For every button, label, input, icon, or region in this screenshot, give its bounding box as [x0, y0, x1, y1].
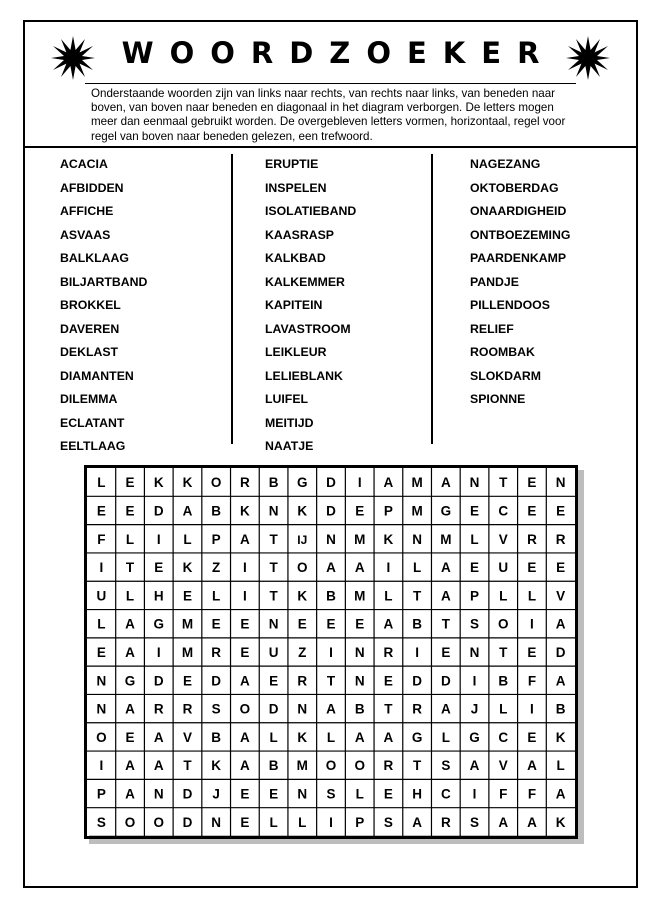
word-list-item: PILLENDOOS [470, 298, 550, 312]
grid-cell-letter: Z [298, 645, 307, 660]
grid-cell-letter: L [470, 531, 479, 547]
grid-cell-letter: A [125, 786, 135, 802]
grid-cell-letter: B [326, 588, 336, 604]
grid-cell-letter: D [440, 673, 451, 689]
grid-cell-letter: I [472, 673, 477, 689]
word-list-item: ISOLATIEBAND [265, 204, 357, 218]
grid-cell-letter: E [125, 729, 135, 745]
grid-cell-letter: B [211, 503, 222, 519]
grid-cell-letter: A [125, 701, 135, 717]
grid-cell-letter: A [240, 729, 250, 745]
grid-cell-letter: L [556, 758, 565, 774]
grid-cell-letter: M [296, 758, 308, 774]
grid-cell-letter: E [182, 588, 192, 604]
grid-cell-letter: F [527, 786, 537, 802]
grid-cell-letter: D [182, 814, 193, 830]
grid-cell-letter: E [355, 503, 365, 519]
grid-cell-letter: N [153, 786, 164, 802]
word-list-item: ERUPTIE [265, 157, 319, 171]
grid-cell-letter: R [383, 645, 394, 660]
word-column-3 [470, 156, 570, 415]
grid-cell-letter: R [297, 673, 308, 689]
grid-cell-letter: T [269, 560, 278, 576]
grid-cell-letter: N [354, 673, 365, 689]
word-list-item: ACACIA [60, 157, 108, 171]
column-divider [431, 154, 433, 444]
word-list-item: DEKLAST [60, 345, 119, 359]
grid-cell-letter: R [182, 701, 193, 717]
grid-cell-letter: N [555, 475, 566, 491]
letter-grid [84, 465, 578, 839]
grid-cell-letter: O [497, 616, 509, 632]
grid-cell-letter: R [527, 531, 537, 547]
grid-cell-letter: B [268, 475, 279, 491]
grid-cell-letter: J [212, 786, 220, 802]
grid-cell-letter: E [441, 645, 451, 660]
grid-cell-letter: T [183, 758, 192, 774]
grid-cell-letter: D [555, 645, 566, 660]
grid-cell-letter: A [412, 814, 422, 830]
grid-cell-letter: A [383, 475, 394, 491]
grid-cell-letter: R [440, 814, 451, 830]
grid-cell-letter: N [268, 616, 279, 632]
grid-cell-letter: T [499, 645, 508, 660]
grid-cell-letter: K [211, 758, 222, 774]
grid-cell-letter: I [99, 560, 104, 576]
grid-cell-letter: I [242, 560, 247, 576]
grid-cell-letter: I [156, 531, 161, 547]
grid-cell-letter: O [354, 758, 365, 774]
grid-cell-letter: P [355, 814, 365, 830]
word-list-item: LELIEBLANK [265, 368, 343, 383]
grid-cell-letter: A [555, 616, 566, 632]
grid-cell-letter: N [326, 531, 336, 547]
grid-cell-letter: I [415, 645, 420, 660]
grid-cell-letter: K [182, 475, 193, 491]
grid-cell-letter: I [530, 616, 534, 632]
grid-cell-letter: E [355, 616, 365, 632]
grid-cell-letter: L [298, 814, 307, 830]
grid-cell-letter: A [555, 786, 566, 802]
grid-cell-letter: Z [212, 560, 221, 576]
grid-cell-letter: A [182, 503, 193, 519]
grid-cell-letter: T [499, 475, 508, 491]
grid-cell-letter: A [125, 616, 135, 632]
grid-cell-letter: S [326, 786, 336, 802]
word-list-item: ONAARDIGHEID [470, 204, 567, 218]
grid-cell-letter: E [182, 673, 192, 689]
grid-cell-letter: E [96, 645, 106, 660]
grid-cell-letter: D [326, 475, 336, 491]
word-list-item: KALKBAD [265, 251, 326, 265]
grid-cell-letter: E [154, 560, 164, 576]
grid-cell-letter: S [383, 814, 393, 830]
title-row [25, 30, 636, 86]
grid-cell-letter: L [97, 475, 106, 491]
grid-cell-letter: I [242, 588, 247, 604]
grid-cell-letter: E [240, 786, 250, 802]
grid-cell-letter: N [469, 645, 480, 660]
grid-cell-letter: G [153, 616, 165, 632]
grid-cell-letter: I [329, 814, 333, 830]
grid-cell-letter: O [210, 475, 222, 491]
grid-cell-letter: E [125, 475, 135, 491]
word-list-item: AFBIDDEN [60, 180, 124, 195]
grid-cell-letter: D [182, 786, 193, 802]
grid-cell-letter: K [297, 729, 308, 745]
grid-cell-letter: A [498, 814, 509, 830]
grid-cell-letter: N [96, 701, 107, 717]
grid-cell-letter: I [329, 645, 333, 660]
grid-cell-letter: E [211, 616, 221, 632]
grid-cell-letter: P [383, 503, 393, 519]
word-list-item: BILJARTBAND [60, 274, 148, 289]
grid-cell-letter: L [125, 531, 135, 547]
grid-cell-letter: N [297, 701, 308, 717]
grid-cell-letter: D [326, 503, 336, 519]
grid-cell-letter: A [527, 758, 537, 774]
grid-cell-letter: E [556, 503, 566, 519]
word-list-item: SPIONNE [470, 392, 526, 406]
grid-cell-letter: A [440, 701, 451, 717]
grid-cell-letter: K [555, 729, 566, 745]
grid-cell-letter: O [325, 758, 337, 774]
grid-cell-letter: D [268, 701, 279, 717]
word-list-item: EELTLAAG [60, 439, 126, 453]
grid-cell-letter: N [96, 673, 107, 689]
grid-cell-letter: D [211, 673, 222, 689]
grid-cell-letter: F [527, 673, 537, 689]
grid-cell-letter: A [440, 560, 451, 576]
grid-cell-letter: O [96, 729, 107, 745]
grid-cell-letter: K [297, 503, 308, 519]
grid-cell-letter: I [386, 560, 391, 576]
grid-cell-letter: S [211, 701, 221, 717]
word-list-item: DIAMANTEN [60, 368, 134, 383]
word-list-item: OKTOBERDAG [470, 180, 559, 195]
grid-cell-letter: G [440, 503, 452, 519]
grid-cell-letter: T [269, 588, 278, 604]
grid-cell-letter: I [472, 786, 477, 802]
grid-cell-letter: F [97, 531, 106, 547]
grid-cell-letter: V [182, 729, 192, 745]
grid-cell-letter: B [354, 701, 365, 717]
grid-cell-letter: P [96, 786, 106, 802]
grid-cell-letter: E [527, 560, 537, 576]
grid-cell-letter: K [555, 814, 566, 830]
grid-cell-letter: L [384, 588, 393, 604]
grid-cell-letter: L [326, 729, 336, 745]
grid-cell-letter: A [383, 729, 394, 745]
grid-cell-letter: S [470, 616, 480, 632]
grid-cell-letter: K [153, 475, 164, 491]
grid-cell-letter: L [441, 729, 450, 745]
grid-cell-letter: C [498, 503, 509, 519]
grid-cell-letter: A [240, 758, 250, 774]
word-list-item: BROKKEL [60, 298, 121, 312]
grid-cell-letter: B [498, 673, 509, 689]
grid-cell-letter: A [383, 616, 394, 632]
grid-cell-letter: K [297, 588, 308, 604]
grid-cell-letter: R [412, 701, 422, 717]
grid-cell-letter: U [268, 645, 279, 660]
grid-shadow [578, 470, 584, 844]
word-list-item: PANDJE [470, 274, 519, 289]
grid-cell-letter: R [555, 531, 566, 547]
grid-cell-letter: M [181, 616, 194, 632]
grid-cell-letter: G [469, 729, 480, 745]
grid-cell-letter: N [412, 531, 422, 547]
grid-cell-letter: T [326, 673, 336, 689]
grid-cell-letter: A [527, 814, 537, 830]
grid-cell-letter: L [212, 588, 221, 604]
grid-cell-letter: T [384, 701, 393, 717]
grid-cell-letter: E [240, 814, 250, 830]
grid-cell-letter: A [354, 560, 365, 576]
grid-cell-letter: V [498, 758, 508, 774]
column-divider [231, 154, 233, 444]
grid-cell-letter: R [240, 475, 250, 491]
grid-cell-letter: L [97, 616, 106, 632]
grid-cell-letter: R [383, 758, 394, 774]
grid-cell-letter: N [268, 503, 279, 519]
grid-cell-letter: D [153, 673, 164, 689]
grid-cell-letter: A [440, 588, 451, 604]
grid-cell-letter: E [383, 786, 393, 802]
grid-cell-letter: A [469, 758, 480, 774]
grid-cell-letter: H [412, 786, 422, 802]
grid-cell-letter: B [555, 701, 566, 717]
grid-cell-letter: L [269, 814, 278, 830]
grid-cell-letter: P [470, 588, 480, 604]
grid-cell-letter: F [499, 786, 508, 802]
word-list-item: KAASRASP [265, 227, 335, 242]
grid-cell-letter: A [354, 729, 365, 745]
word-list-item: ECLATANT [60, 415, 125, 430]
grid-cell-letter: A [326, 560, 336, 576]
word-list-item: LUIFEL [265, 392, 309, 406]
grid-cell-letter: S [96, 814, 106, 830]
grid-cell-letter: E [527, 645, 537, 660]
word-column-1 [60, 156, 147, 462]
grid-cell-letter: U [96, 588, 107, 604]
grid-cell-letter: E [556, 560, 566, 576]
grid-cell-letter: A [240, 673, 250, 689]
grid-cell-letter: R [153, 701, 164, 717]
grid-cell-letter: T [412, 588, 422, 604]
grid-cell-letter: E [527, 475, 537, 491]
grid-cell-letter: A [125, 758, 135, 774]
grid-cell-letter: P [211, 531, 221, 547]
grid-cell-letter: N [469, 475, 480, 491]
grid-cell-letter: I [156, 645, 161, 660]
grid-cell-letter: B [412, 616, 422, 632]
grid-cell-letter: E [269, 673, 279, 689]
grid-cell-letter: O [297, 560, 308, 576]
word-list-item: AFFICHE [60, 204, 114, 218]
grid-cell-letter: A [326, 701, 336, 717]
word-list-item: DILEMMA [60, 392, 118, 406]
letter-grid-svg [84, 465, 578, 839]
word-list-item: KALKEMMER [265, 274, 345, 289]
grid-cell-letter: J [470, 701, 479, 717]
grid-cell-letter: L [183, 531, 192, 547]
grid-cell-letter: M [411, 475, 423, 491]
grid-cell-letter: L [269, 729, 278, 745]
grid-cell-letter: A [125, 645, 135, 660]
grid-cell-letter: A [440, 475, 451, 491]
grid-cell-letter: M [181, 645, 194, 660]
grid-cell-letter: E [470, 503, 480, 519]
instructions-text: Onderstaande woorden zijn van links naar rechts, van rechts naar links, van beneden naar boven, van boven naar beneden en diagonaal in het diagram verborgen. De letters mogen meer dan eenmaal gebruikt worden. De overgebleven letters vormen, horizontaal, regel voor regel van boven naar beneden gelezen, een trefwoord. [91, 87, 566, 143]
word-list-item: NAGEZANG [470, 157, 541, 171]
grid-cell-letter: E [96, 503, 106, 519]
word-list [23, 148, 638, 458]
grid-cell-letter: L [412, 560, 422, 576]
grid-cell-letter: IJ [297, 532, 308, 547]
grid-cell-letter: D [412, 673, 422, 689]
word-list-item: LAVASTROOM [265, 321, 351, 336]
grid-cell-letter: C [440, 786, 451, 802]
grid-cell-letter: V [498, 531, 508, 547]
grid-cell-letter: S [441, 758, 451, 774]
grid-cell-letter: L [499, 588, 508, 604]
word-list-item: LEIKLEUR [265, 345, 327, 359]
grid-cell-letter: D [153, 503, 164, 519]
grid-cell-letter: C [498, 729, 509, 745]
grid-cell-letter: G [297, 475, 308, 491]
grid-cell-letter: N [211, 814, 222, 830]
grid-cell-letter: A [555, 673, 566, 689]
word-list-item: RELIEF [470, 321, 514, 336]
grid-cell-letter: G [124, 673, 136, 689]
grid-cell-letter: L [499, 701, 508, 717]
word-list-item: BALKLAAG [60, 251, 129, 265]
grid-cell-letter: E [125, 503, 135, 519]
word-list-item: ASVAAS [60, 227, 111, 242]
word-list-item: PAARDENKAMP [470, 251, 567, 265]
grid-cell-letter: L [527, 588, 537, 604]
grid-cell-letter: E [240, 645, 250, 660]
grid-cell-letter: V [556, 588, 566, 604]
grid-cell-letter: N [297, 786, 308, 802]
grid-cell-letter: E [527, 503, 537, 519]
grid-cell-letter: M [411, 503, 423, 519]
grid-cell-letter: M [440, 531, 452, 547]
grid-cell-letter: T [269, 531, 278, 547]
grid-cell-letter: M [354, 588, 366, 604]
word-list-item: INSPELEN [265, 180, 327, 195]
grid-cell-letter: K [240, 503, 250, 519]
grid-cell-letter: S [470, 814, 480, 830]
grid-cell-letter: K [182, 560, 193, 576]
grid-cell-letter: I [99, 758, 104, 774]
grid-cell-letter: A [240, 531, 250, 547]
grid-cell-letter: R [211, 645, 222, 660]
grid-cell-letter: E [470, 560, 480, 576]
page-title: WOORDZOEKER [121, 36, 556, 70]
grid-cell-letter: I [530, 701, 534, 717]
grid-cell-letter: T [125, 560, 135, 576]
grid-cell-letter: E [383, 673, 393, 689]
grid-cell-letter: O [124, 814, 136, 830]
header-box [23, 20, 638, 148]
word-list-item: DAVEREN [60, 321, 120, 336]
word-list-item: KAPITEIN [265, 298, 323, 312]
title-divider [85, 83, 576, 84]
grid-cell-letter: E [527, 729, 537, 745]
grid-cell-letter: E [269, 786, 279, 802]
grid-cell-letter: L [355, 786, 364, 802]
grid-cell-letter: O [153, 814, 165, 830]
grid-cell-letter: E [297, 616, 307, 632]
grid-cell-letter: N [354, 645, 365, 660]
word-list-item: SLOKDARM [470, 368, 542, 383]
grid-cell-letter: H [153, 588, 164, 604]
grid-cell-letter: B [268, 758, 279, 774]
grid-cell-letter: I [357, 475, 362, 491]
word-list-item: ROOMBAK [470, 345, 535, 359]
grid-cell-letter: A [153, 758, 164, 774]
grid-cell-letter: E [240, 616, 250, 632]
grid-cell-letter: T [441, 616, 450, 632]
grid-cell-letter: B [211, 729, 222, 745]
grid-cell-letter: E [326, 616, 336, 632]
grid-cell-letter: O [239, 701, 251, 717]
grid-cell-letter: L [125, 588, 135, 604]
word-list-item: ONTBOEZEMING [470, 227, 571, 242]
grid-cell-letter: U [498, 560, 509, 576]
word-column-2 [265, 156, 356, 462]
star-burst-icon [566, 36, 610, 80]
word-list-item: NAATJE [265, 439, 314, 453]
grid-cell-letter: G [411, 729, 423, 745]
grid-cell-letter: M [354, 531, 366, 547]
grid-cell-letter: K [383, 531, 394, 547]
grid-cell-letter: A [153, 729, 164, 745]
word-list-item: MEITIJD [265, 415, 314, 430]
grid-cell-letter: T [412, 758, 422, 774]
